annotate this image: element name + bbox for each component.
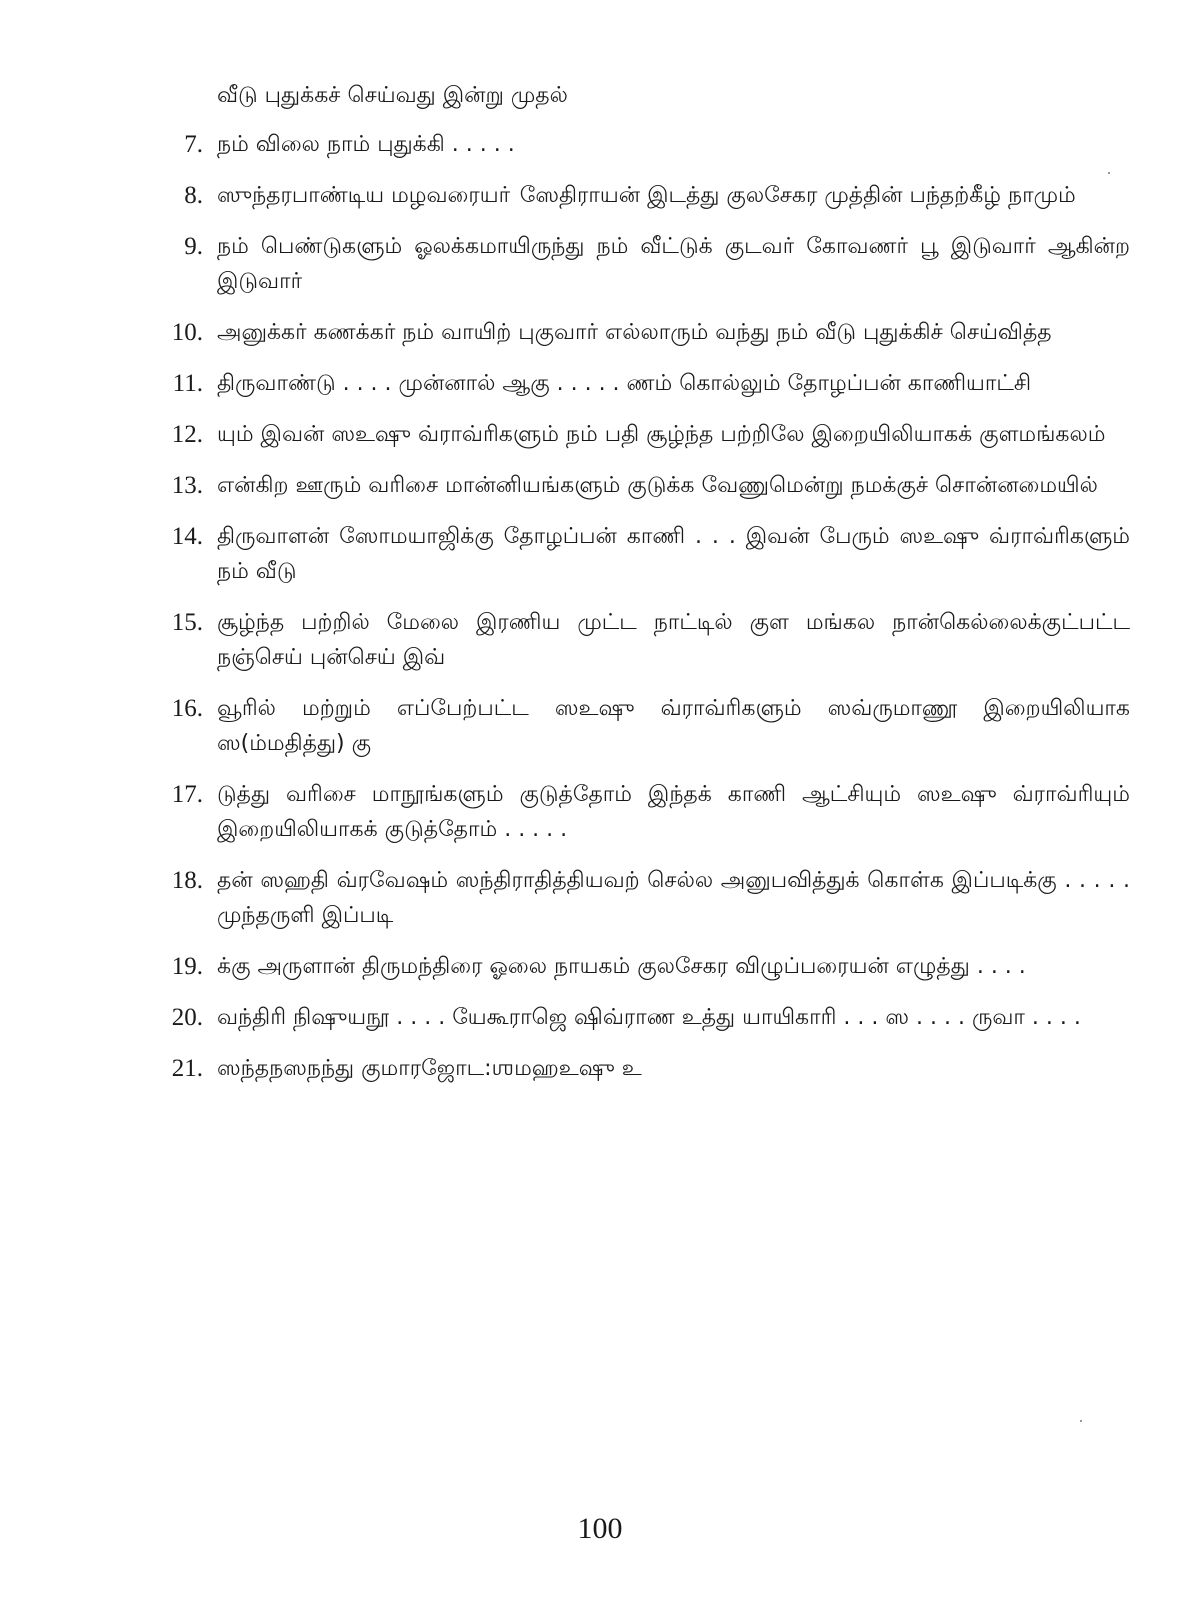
page-number: 100 [577, 1512, 623, 1545]
line-text: வீடு புதுக்கச் செய்வது இன்று முதல் [217, 83, 568, 108]
line-number: 18. [171, 867, 203, 894]
line-number: 11. [172, 370, 203, 397]
numbered-line [155, 229, 1130, 299]
line-text: யும் இவன் ஸஉஷு வ்ராவ்ரிகளும் நம் பதி சூழ்ந்த பற்றிலே இறையிலியாகக் குளமங்கலம் [217, 422, 1106, 447]
line-number: 20. [171, 1004, 203, 1031]
line-number: 7. [184, 131, 203, 158]
numbered-line [155, 777, 1130, 847]
numbered-line [155, 691, 1130, 761]
numbered-line [155, 605, 1130, 675]
scan-speck [1108, 172, 1110, 174]
numbered-line [155, 468, 1130, 503]
line-number: 16. [171, 695, 203, 722]
numbered-line [155, 366, 1130, 401]
line-text: வூரில் மற்றும் எப்பேற்பட்ட ஸஉஷு வ்ராவ்ரிகளும் ஸவ்ருமாணூ இறையிலியாக ஸ(ம்மதித்து) கு [217, 696, 1130, 756]
line-text: தன் ஸஹதி வ்ரவேஷம் ஸந்திராதித்தியவற் செல்ல அனுபவித்துக் கொள்க இப்படிக்கு . . . . . முந்தருளி இப்படி [217, 868, 1130, 928]
inscription-text [155, 78, 1130, 1102]
numbered-line [155, 178, 1130, 213]
numbered-line [155, 863, 1130, 933]
line-text: ஸுந்தரபாண்டிய மழவரையா் ஸேதிராயன் இடத்து குலசேகர முத்தின் பந்தற்கீழ் நாமும் [217, 183, 1076, 208]
line-number: 10. [171, 319, 203, 346]
numbered-line [155, 519, 1130, 589]
numbered-line [155, 127, 1130, 162]
continuation-line [155, 78, 1130, 113]
line-number: 9. [184, 233, 203, 260]
line-text: ஸந்தநஸநந்து குமாரஜோட:ஶமஹஉஷு உ [217, 1056, 642, 1081]
line-text: திருவாளன் ஸோமயாஜிக்கு தோழப்பன் காணி . . . இவன் பேரும் ஸஉஷு வ்ராவ்ரிகளும் நம் வீடு [217, 524, 1130, 584]
numbered-line [155, 315, 1130, 350]
line-text: நம் பெண்டுகளும் ஓலக்கமாயிருந்து நம் வீட்டுக் குடவர் கோவணர் பூ இடுவார் ஆகின்ற இடுவார் [217, 234, 1130, 294]
line-text: அனுக்கர் கணக்கர் நம் வாயிற் புகுவார் எல்லாரும் வந்து நம் வீடு புதுக்கிச் செய்வித்த [217, 320, 1052, 345]
line-number: 17. [171, 781, 203, 808]
line-number: 13. [171, 472, 203, 499]
line-number: 21. [171, 1055, 203, 1082]
line-number: 14. [171, 523, 203, 550]
scan-speck [1080, 1420, 1082, 1422]
line-number: 15. [171, 609, 203, 636]
numbered-line [155, 1051, 1130, 1086]
line-text: திருவாண்டு . . . . முன்னால் ஆகு . . . . . ணம் கொல்லும் தோழப்பன் காணியாட்சி [217, 371, 1032, 396]
numbered-line [155, 1000, 1130, 1035]
line-text: டுத்து வரிசை மாநூங்களும் குடுத்தோம் இந்தக் காணி ஆட்சியும் ஸஉஷு வ்ராவ்ரியும் இறையிலியாகக் குடுத்தோம் . . . . . [217, 782, 1130, 842]
line-number: 12. [171, 421, 203, 448]
line-text: என்கிற ஊரும் வரிசை மான்னியங்களும் குடுக்க வேணுமென்று நமக்குச் சொன்னமையில் [217, 473, 1098, 498]
line-text: வந்திரி நிஷுயநூ . . . . யேகூராஜெ ஷிவ்ராண உத்து யாயிகாரி . . . ஸ . . . . ருவா . . . . [217, 1005, 1081, 1030]
numbered-line [155, 417, 1130, 452]
line-number: 8. [184, 182, 203, 209]
line-text: க்கு அருளான் திருமந்திரை ஓலை நாயகம் குலசேகர விழுப்பரையன் எழுத்து . . . . [217, 954, 1026, 979]
line-text: நம் விலை நாம் புதுக்கி . . . . . [217, 132, 515, 157]
line-text: சூழ்ந்த பற்றில் மேலை இரணிய முட்ட நாட்டில் குள மங்கல நான்கெல்லைக்குட்பட்ட நஞ்செய் புன்செய் இவ் [217, 610, 1130, 670]
line-number: 19. [171, 953, 203, 980]
numbered-line [155, 949, 1130, 984]
